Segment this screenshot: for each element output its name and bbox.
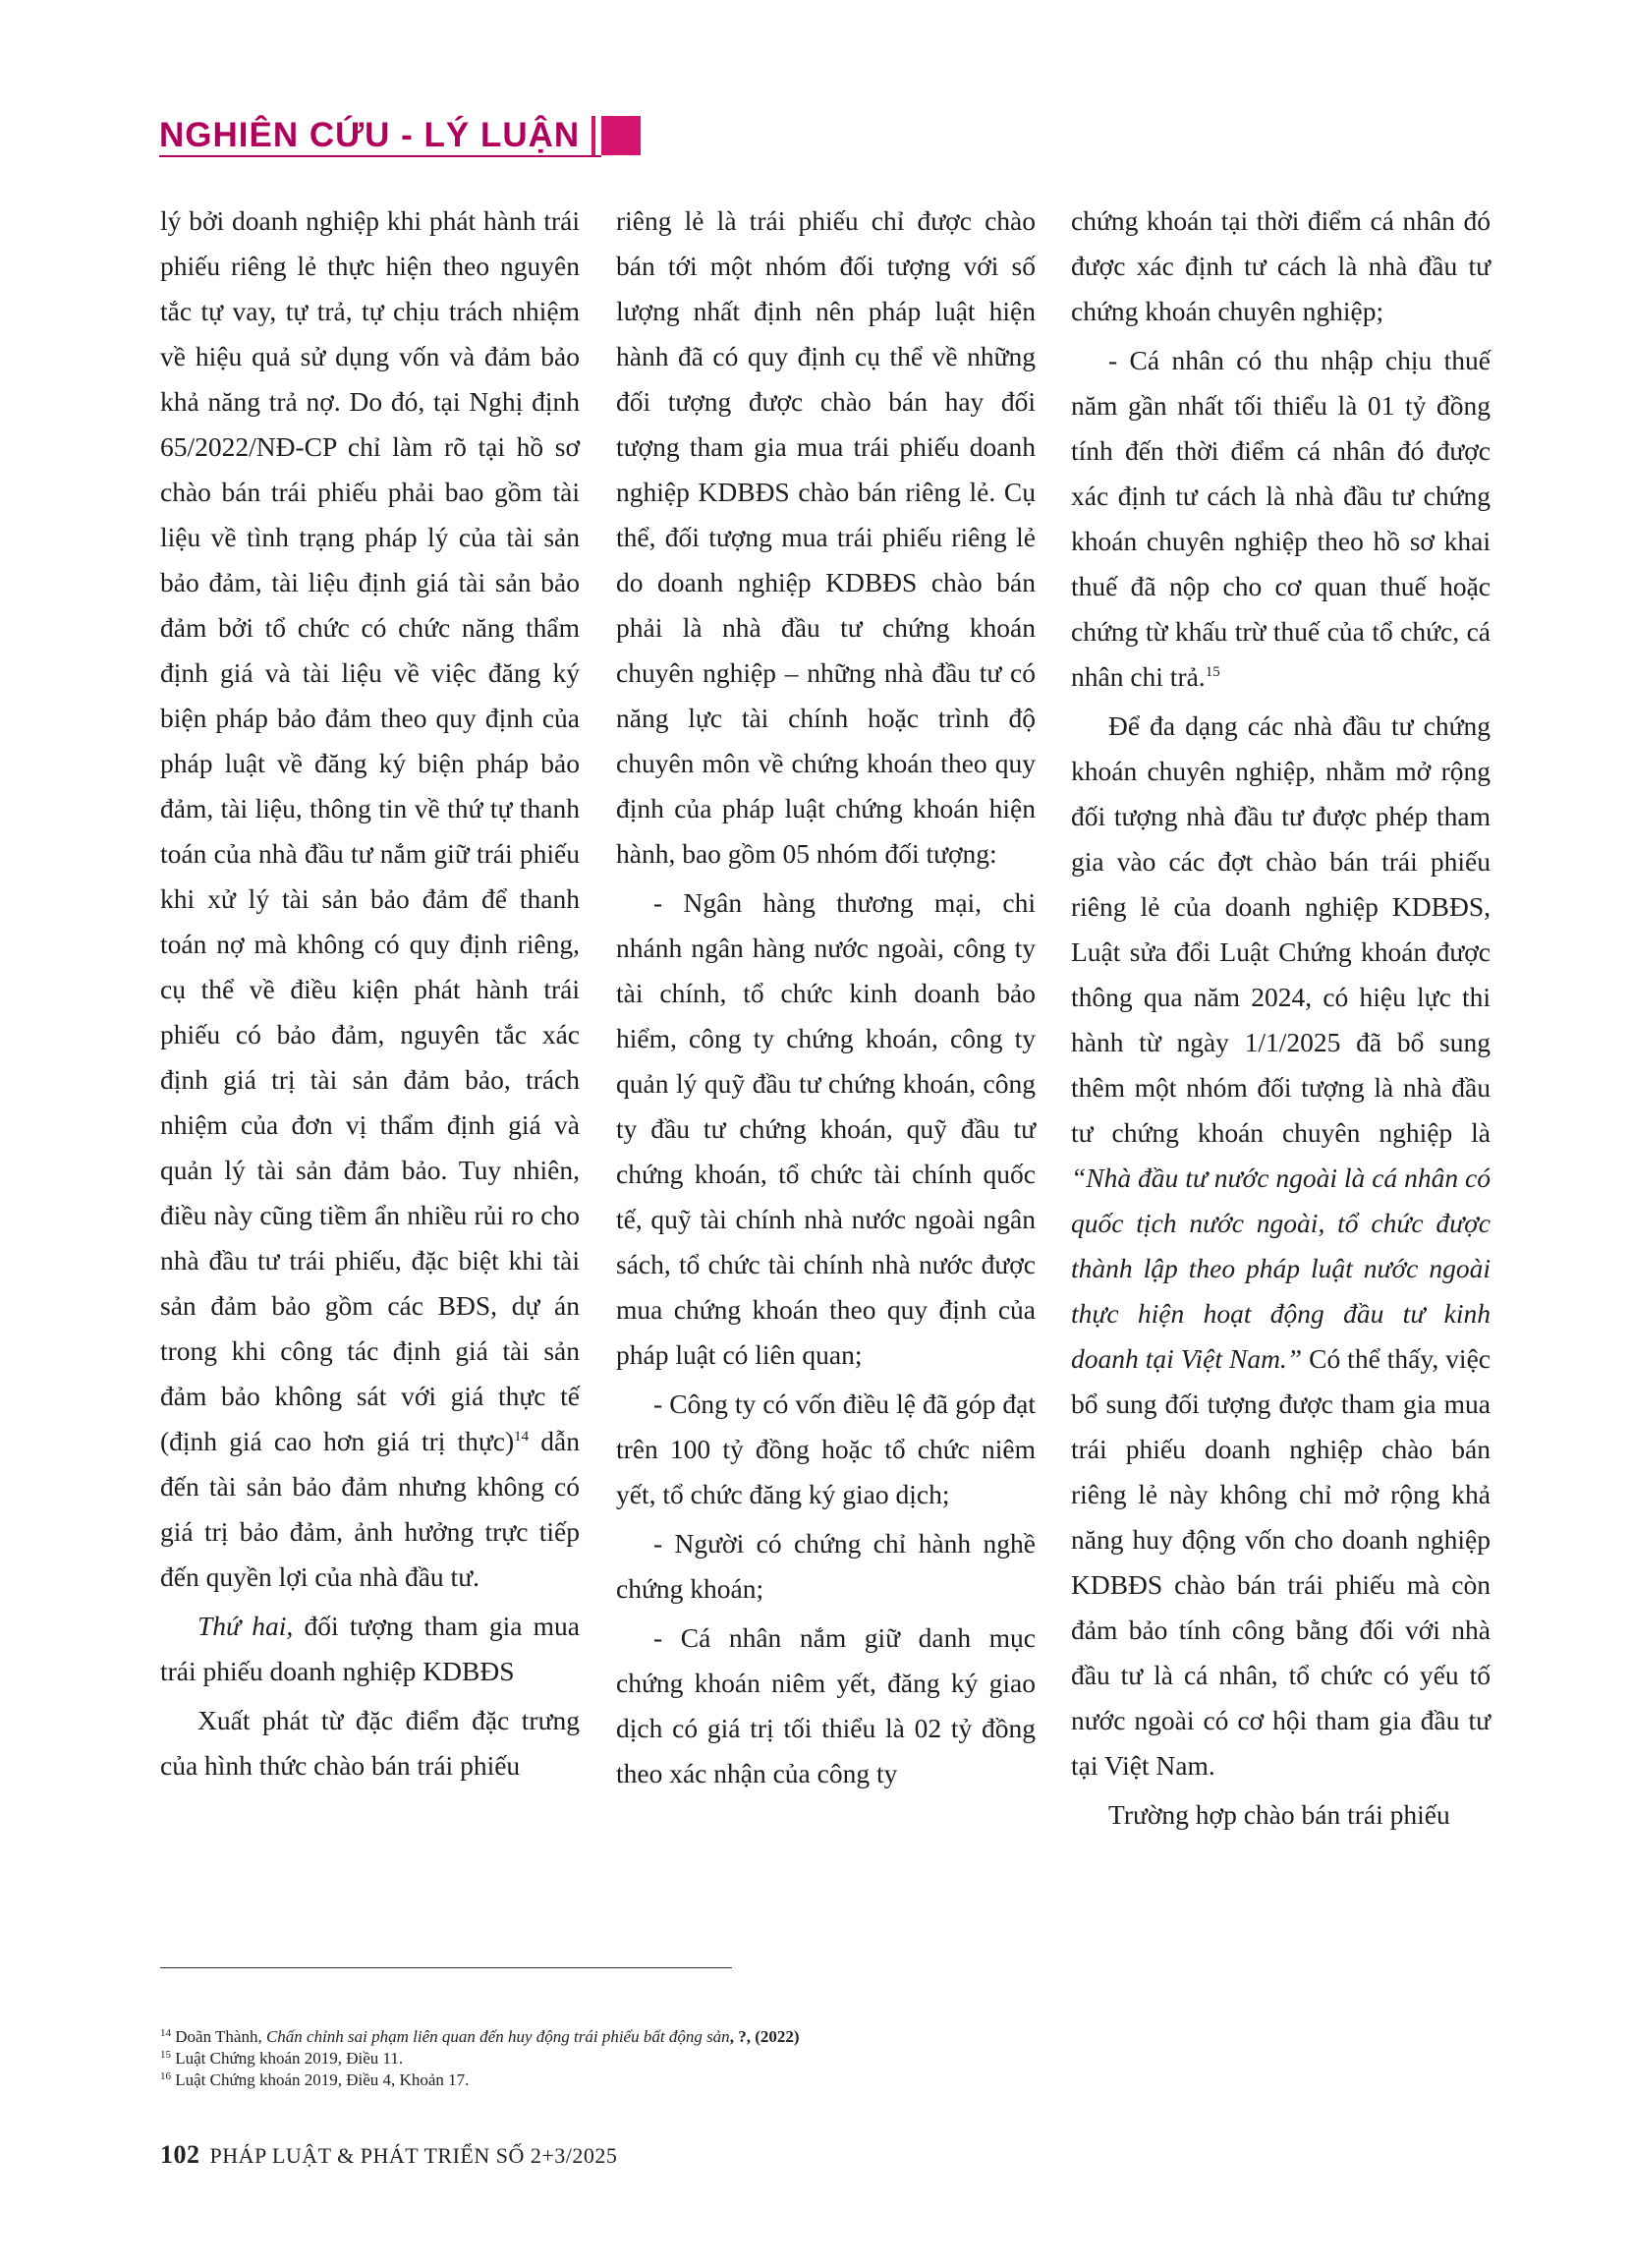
quotation: “Nhà đầu tư nước ngoài là cá nhân có quốc tịch nước ngoài, tổ chức được thành lập theo pháp luật nước ngoài thực hiện hoạt động đầu tư kinh doanh tại Việt Nam.” (1071, 1162, 1491, 1374)
footnote-ref[interactable]: 15 (1205, 664, 1220, 680)
paragraph: chứng khoán tại thời điểm cá nhân đó được xác định tư cách là nhà đầu tư chứng khoán chuyên nghiệp; (1071, 205, 1491, 326)
list-item: - Người có chứng chỉ hành nghề chứng khoán; (616, 1528, 1036, 1604)
footnote-title: Chấn chỉnh sai phạm liên quan đến huy động trái phiếu bất động sản (265, 2027, 730, 2046)
page-footer (160, 2140, 617, 2170)
page-number: 102 (160, 2140, 200, 2169)
list-item: - Cá nhân nắm giữ danh mục chứng khoán niêm yết, đăng ký giao dịch có giá trị tối thiểu là 02 tỷ đồng theo xác nhận của công ty (616, 1622, 1036, 1788)
footnote-14 (160, 2026, 1339, 2048)
list-item: - Ngân hàng thương mại, chi nhánh ngân hàng nước ngoài, công ty tài chính, tổ chức kinh doanh bảo hiểm, công ty chứng khoán, công ty quản lý quỹ đầu tư chứng khoán, công ty đầu tư chứng khoán, quỹ đầu tư chứng khoán, tổ chức tài chính quốc tế, quỹ tài chính nhà nước ngoài ngân sách, tổ chức tài chính nhà nước được mua chứng khoán theo quy định của pháp luật có liên quan; (616, 887, 1036, 1370)
footnote-tail: , ?, (2022) (729, 2027, 800, 2046)
paragraph-text: Để đa dạng các nhà đầu tư chứng khoán chuyên nghiệp, nhằm mở rộng đối tượng nhà đầu tư được phép tham gia vào các đợt chào bán trái phiếu riêng lẻ của doanh nghiệp KDBĐS, Luật sửa đổi Luật Chứng khoán được thông qua năm 2024, có hiệu lực thi hành từ ngày 1/1/2025 đã bổ sung thêm một nhóm đối tượng là nhà đầu tư chứng khoán chuyên nghiệp là (1071, 710, 1491, 1148)
footnote-text: Luật Chứng khoán 2019, Điều 4, Khoản 17. (175, 2070, 470, 2089)
paragraph-text: Có thể thấy, việc bổ sung đối tượng được tham gia mua trái phiếu doanh nghiệp chào bán riêng lẻ này không chỉ mở rộng khả năng huy động vốn cho doanh nghiệp KDBĐS chào bán trái phiếu mà còn đảm bảo tính công bằng đối với nhà đầu tư là cá nhân, tổ chức có yếu tố nước ngoài có cơ hội tham gia đầu tư tại Việt Nam. (1071, 1343, 1491, 1781)
paragraph (160, 1604, 580, 1694)
section-title: NGHIÊN CỨU - LÝ LUẬN (159, 116, 581, 154)
footnote-number: 16 (160, 2070, 171, 2082)
text-column-3 (1071, 198, 1491, 1842)
paragraph: Xuất phát từ đặc điểm đặc trưng của hình thức chào bán trái phiếu (160, 1705, 580, 1781)
footnotes (160, 2026, 1339, 2091)
paragraph: riêng lẻ là trái phiếu chỉ được chào bán tới một nhóm đối tượng với số lượng nhất định nên pháp luật hiện hành đã có quy định cụ thể về những đối tượng được chào bán hay đối tượng tham gia mua trái phiếu doanh nghiệp KDBĐS chào bán riêng lẻ. Cụ thể, đối tượng mua trái phiếu riêng lẻ do doanh nghiệp KDBĐS chào bán phải là nhà đầu tư chứng khoán chuyên nghiệp – những nhà đầu tư có năng lực tài chính hoặc trình độ chuyên môn về chứng khoán theo quy định của pháp luật chứng khoán hiện hành, bao gồm 05 nhóm đối tượng: (616, 205, 1036, 869)
header-rule (159, 155, 601, 157)
paragraph (1071, 704, 1491, 1788)
list-item (1071, 338, 1491, 700)
section-header (159, 110, 580, 161)
footnote-16 (160, 2070, 1339, 2091)
paragraph-text: lý bởi doanh nghiệp khi phát hành trái phiếu riêng lẻ thực hiện theo nguyên tắc tự vay, tự trả, tự chịu trách nhiệm về hiệu quả sử dụng vốn và đảm bảo khả năng trả nợ. Do đó, tại Nghị định 65/2022/NĐ-CP chỉ làm rõ tại hồ sơ chào bán trái phiếu phải bao gồm tài liệu về tình trạng pháp lý của tài sản bảo đảm, tài liệu định giá tài sản bảo đảm bởi tổ chức có chức năng thẩm định giá và tài liệu về việc đăng ký biện pháp bảo đảm theo quy định của pháp luật về đăng ký biện pháp bảo đảm, tài liệu, thông tin về thứ tự thanh toán của nhà đầu tư nắm giữ trái phiếu khi xử lý tài sản bảo đảm để thanh toán nợ mà không có quy định riêng, cụ thể về điều kiện phát hành trái phiếu có bảo đảm, nguyên tắc xác định giá trị tài sản đảm bảo, trách nhiệm của đơn vị thẩm định giá và quản lý tài sản đảm bảo. Tuy nhiên, điều này cũng tiềm ẩn nhiều rủi ro cho nhà đầu tư trái phiếu, đặc biệt khi tài sản đảm bảo gồm các BĐS, dự án trong khi công tác định giá tài sản đảm bảo không sát với giá thực tế (định giá cao hơn giá trị thực) (160, 205, 580, 1456)
footnote-15 (160, 2048, 1339, 2070)
text-column-2 (616, 198, 1036, 1800)
paragraph (160, 198, 580, 1600)
paragraph-text: đối tượng tham gia mua trái phiếu doanh nghiệp KDBĐS (160, 1611, 580, 1686)
paragraph: Trường hợp chào bán trái phiếu (1108, 1799, 1450, 1830)
italic-lead: Thứ hai, (197, 1611, 294, 1641)
footnote-author: Doãn Thành, (175, 2027, 266, 2046)
journal-name: PHÁP LUẬT & PHÁT TRIỂN SỐ 2+3/2025 (209, 2143, 618, 2168)
footnote-ref[interactable]: 14 (514, 1429, 530, 1445)
footnote-rule (160, 1967, 732, 1968)
footnote-number: 15 (160, 2049, 171, 2061)
paragraph-text: dẫn đến tài sản bảo đảm nhưng không có giá trị bảo đảm, ảnh hưởng trực tiếp đến quyền lợi của nhà đầu tư. (160, 1426, 580, 1592)
header-accent-bar (591, 116, 595, 155)
list-item: - Công ty có vốn điều lệ đã góp đạt trên 100 tỷ đồng hoặc tổ chức niêm yết, tổ chức đăng ký giao dịch; (616, 1389, 1036, 1509)
footnote-text: Luật Chứng khoán 2019, Điều 11. (175, 2049, 404, 2068)
paragraph-text: - Cá nhân có thu nhập chịu thuế năm gần nhất tối thiểu là 01 tỷ đồng tính đến thời điểm cá nhân đó được xác định tư cách là nhà đầu tư chứng khoán chuyên nghiệp theo hồ sơ khai thuế đã nộp cho cơ quan thuế hoặc chứng từ khấu trừ thuế của tổ chức, cá nhân chi trả. (1071, 345, 1491, 692)
footnote-number: 14 (160, 2027, 171, 2039)
text-column-1 (160, 198, 580, 1792)
header-accent-square (601, 116, 641, 155)
